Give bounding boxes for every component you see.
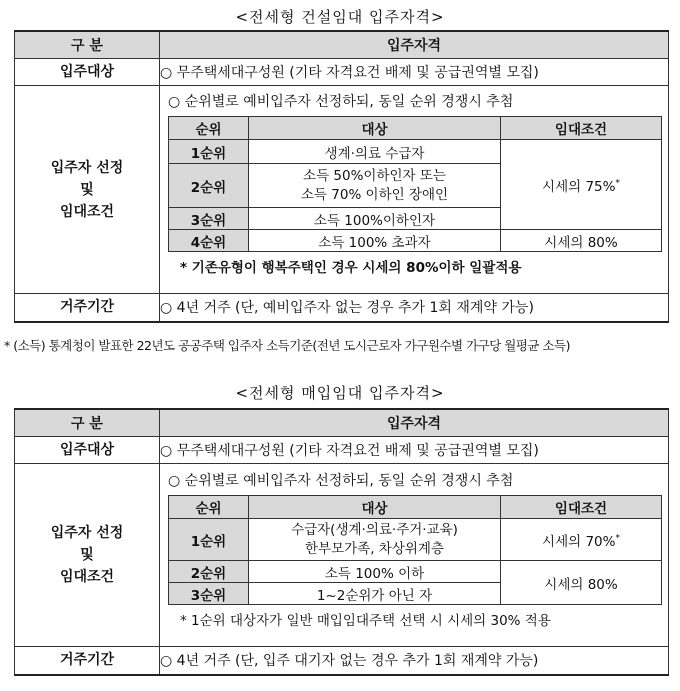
selection-label <box>15 86 160 294</box>
inner-header-condition: 임대조건 <box>501 117 662 140</box>
target-line: 한부모가족, 차상위계층 <box>305 540 444 557</box>
rank-cell: 3순위 <box>169 583 249 605</box>
rank-cell: 4순위 <box>169 230 249 252</box>
selection-label-line1: 입주자 선정 <box>50 159 124 176</box>
target-cell: 소득 100%이하인자 <box>249 208 501 230</box>
selection-label-line2: 및 <box>80 547 94 563</box>
condition-a-mark: * <box>615 533 620 543</box>
header-qualification: 입주자격 <box>160 31 669 59</box>
inner-header-rank: 순위 <box>169 117 249 140</box>
section1-table <box>14 30 669 323</box>
section1-title: <전세형 건설임대 입주자격> <box>235 8 445 26</box>
target-cell <box>249 519 501 561</box>
target-cell: 소득 100% 초과자 <box>249 230 501 252</box>
selection-intro: ○ 순위별로 예비입주자 선정하되, 동일 순위 경쟁시 추첨 <box>168 473 514 489</box>
rank-cell: 1순위 <box>169 140 249 164</box>
inner-header-condition: 임대조건 <box>501 496 662 519</box>
condition-cell <box>501 519 662 561</box>
selection-note: * 기존유형이 행복주택인 경우 시세의 80%이하 일괄적용 <box>180 260 522 276</box>
target-line: 소득 70% 이하인 장애인 <box>300 186 449 203</box>
condition-a-mark: * <box>615 178 620 188</box>
rank-cell: 3순위 <box>169 208 249 230</box>
condition-a: 시세의 75% <box>542 178 616 195</box>
selection-label-line3: 임대조건 <box>59 569 115 585</box>
target-cell: 1~2순위가 아닌 자 <box>249 583 501 605</box>
selection-content <box>160 86 669 294</box>
target-value: ○ 무주택세대구성원 (기타 자격요건 배제 및 공급권역별 모집) <box>160 437 669 464</box>
rank-cell: 2순위 <box>169 561 249 583</box>
target-line: 수급자(생계·의료·주거·교육) <box>291 521 458 538</box>
target-cell: 소득 100% 이하 <box>249 561 501 583</box>
target-label: 입주대상 <box>15 437 160 464</box>
section2-table <box>14 408 669 676</box>
period-value: ○ 4년 거주 (단, 입주 대기자 없는 경우 추가 1회 재계약 가능) <box>160 647 669 675</box>
period-label: 거주기간 <box>15 647 160 675</box>
target-cell: 생계·의료 수급자 <box>249 140 501 164</box>
target-label: 입주대상 <box>15 59 160 86</box>
section2-title: <전세형 매입임대 입주자격> <box>235 384 445 402</box>
inner-header-rank: 순위 <box>169 496 249 519</box>
selection-content <box>160 464 669 647</box>
rank-cell: 1순위 <box>169 519 249 561</box>
inner-header-target: 대상 <box>249 496 501 519</box>
selection-intro: ○ 순위별로 예비입주자 선정하되, 동일 순위 경쟁시 추첨 <box>168 94 514 110</box>
condition-b: 시세의 80% <box>501 561 662 605</box>
selection-label-line3: 임대조건 <box>59 203 115 220</box>
ranking-table <box>168 495 662 605</box>
condition-cell <box>501 140 662 230</box>
header-qualification: 입주자격 <box>160 409 669 437</box>
condition-b: 시세의 80% <box>501 230 662 252</box>
ranking-table <box>168 116 662 252</box>
income-footnote: * (소득) 통계청이 발표한 22년도 공공주택 입주자 소득기준(전년 도시근로자 가구원수별 가구당 월평균 소득) <box>4 338 570 353</box>
header-category: 구 분 <box>15 31 160 59</box>
selection-note: * 1순위 대상자가 일반 매입임대주택 선택 시 시세의 30% 적용 <box>180 613 551 629</box>
target-cell <box>249 164 501 208</box>
selection-label-line1: 입주자 선정 <box>50 525 124 541</box>
period-value: ○ 4년 거주 (단, 예비입주자 없는 경우 추가 1회 재계약 가능) <box>160 294 669 322</box>
condition-a: 시세의 70% <box>542 533 616 550</box>
target-value: ○ 무주택세대구성원 (기타 자격요건 배제 및 공급권역별 모집) <box>160 59 669 86</box>
inner-header-target: 대상 <box>249 117 501 140</box>
header-category: 구 분 <box>15 409 160 437</box>
target-line: 소득 50%이하인자 또는 <box>303 167 446 184</box>
rank-cell: 2순위 <box>169 164 249 208</box>
period-label: 거주기간 <box>15 294 160 322</box>
selection-label <box>15 464 160 647</box>
selection-label-line2: 및 <box>80 181 94 198</box>
